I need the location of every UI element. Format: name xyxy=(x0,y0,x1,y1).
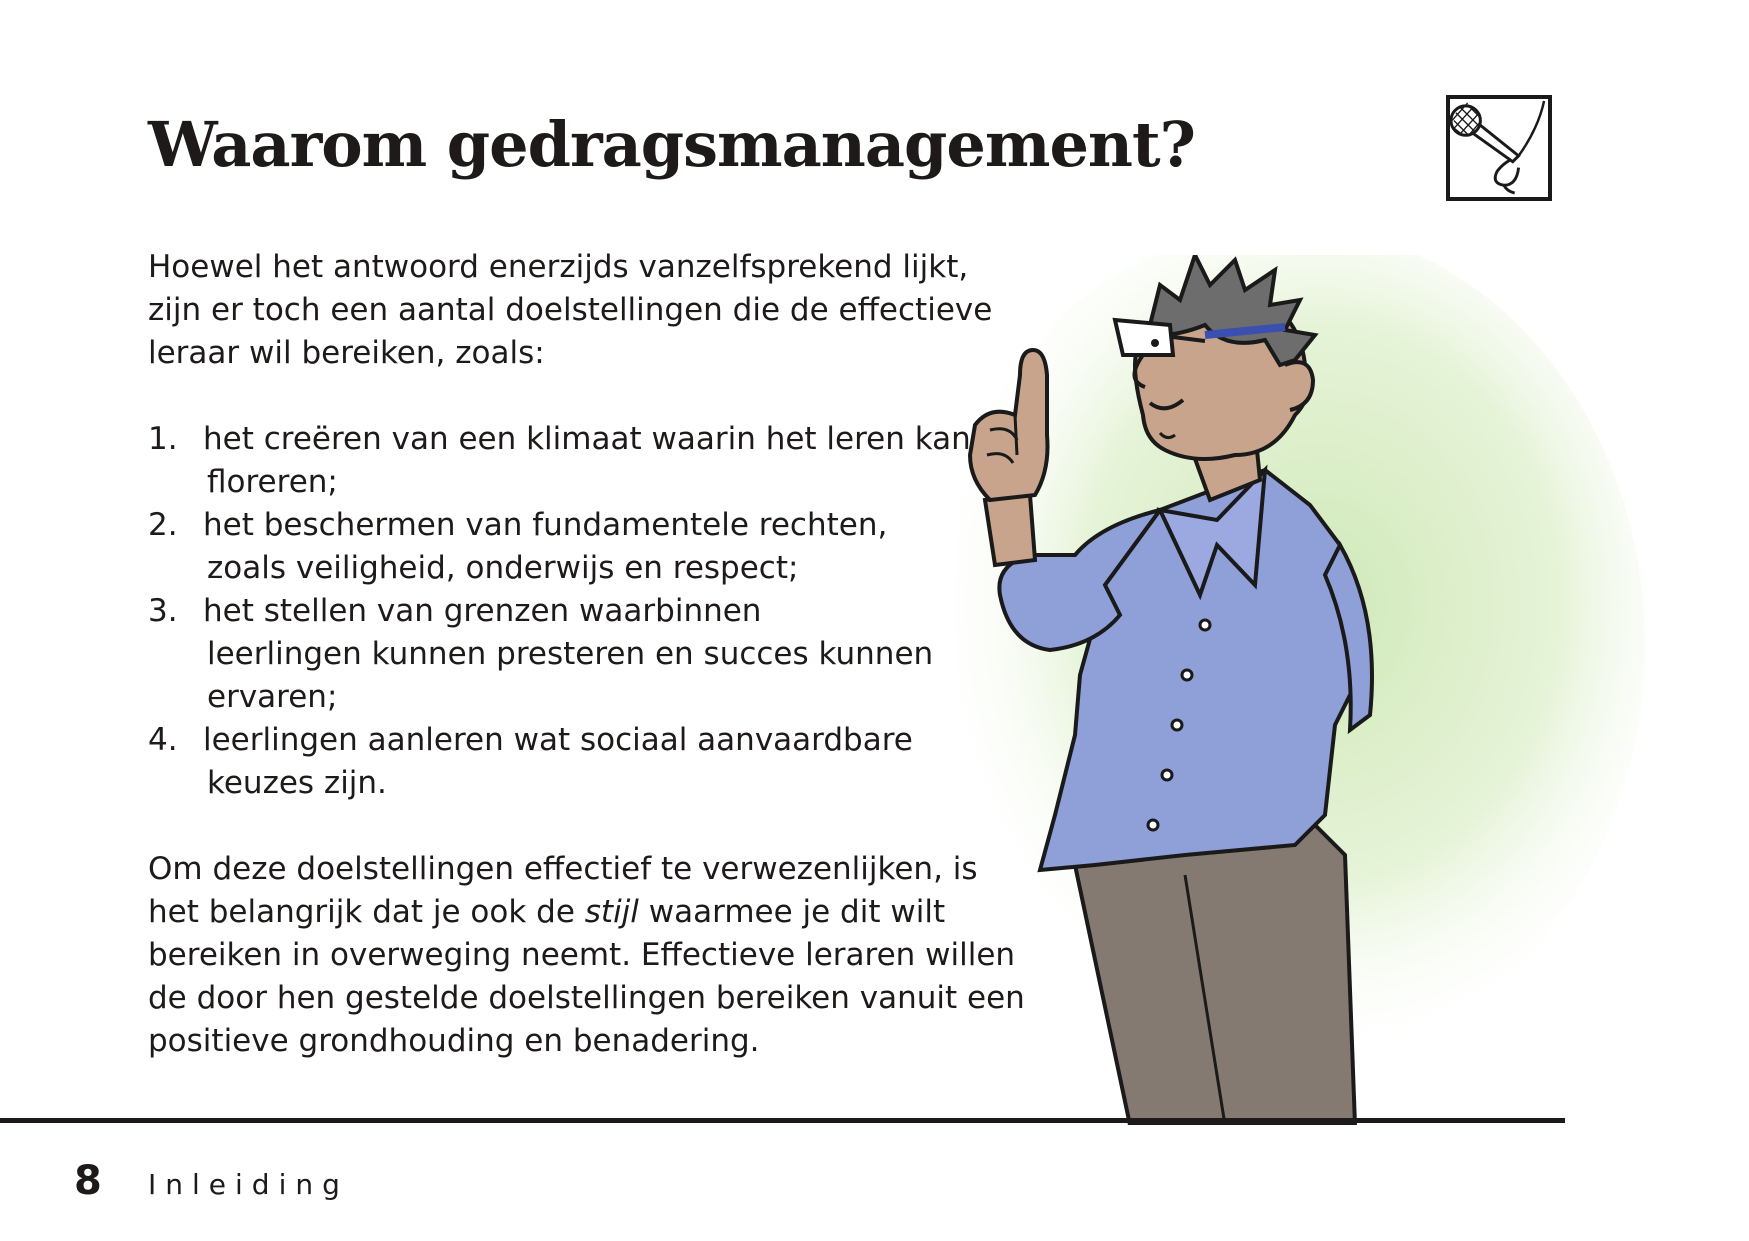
list-text: het creëren van een klimaat waarin het leren kan xyxy=(203,421,971,457)
conclusion-line: bereiken in overweging neemt. Effectieve leraren willen xyxy=(148,937,1016,973)
microphone-icon-graphic xyxy=(1450,99,1548,197)
microphone-icon xyxy=(1446,95,1552,201)
list-text-continued: keuzes zijn. xyxy=(207,765,387,801)
conclusion-line: de door hen gestelde doelstellingen bereiken vanuit een xyxy=(148,980,1025,1016)
list-item xyxy=(148,590,1078,719)
list-text: het beschermen van fundamentele rechten, xyxy=(203,507,888,543)
page-number: 8 xyxy=(74,1158,102,1204)
list-text: het stellen van grenzen waarbinnen xyxy=(203,593,762,629)
goals-list xyxy=(148,418,1078,805)
list-number: 1. xyxy=(148,421,178,457)
intro-line: leraar wil bereiken, zoals: xyxy=(148,335,545,371)
conclusion-text: waarmee je dit wilt xyxy=(638,894,946,930)
list-number: 4. xyxy=(148,722,178,758)
teacher-pointing-icon xyxy=(955,255,1655,1125)
intro-paragraph xyxy=(148,246,1078,375)
footer-rule xyxy=(0,1118,1565,1123)
teacher-illustration xyxy=(955,255,1655,1125)
intro-line: zijn er toch een aantal doelstellingen die de effectieve xyxy=(148,292,993,328)
list-item xyxy=(148,418,1078,504)
page-title: Waarom gedragsmanagement? xyxy=(148,108,1195,181)
conclusion-line: positieve grondhouding en benadering. xyxy=(148,1023,760,1059)
list-text: leerlingen aanleren wat sociaal aanvaardbare xyxy=(203,722,913,758)
list-text-continued: leerlingen kunnen presteren en succes kunnen xyxy=(207,636,934,672)
conclusion-line: Om deze doelstellingen effectief te verwezenlijken, is xyxy=(148,851,978,887)
intro-line: Hoewel het antwoord enerzijds vanzelfsprekend lijkt, xyxy=(148,249,969,285)
conclusion-paragraph xyxy=(148,848,1078,1063)
section-name: Inleiding xyxy=(148,1168,349,1201)
list-text-continued: zoals veiligheid, onderwijs en respect; xyxy=(207,550,799,586)
list-item xyxy=(148,504,1078,590)
list-text-continued: floreren; xyxy=(207,464,338,500)
list-number: 3. xyxy=(148,593,178,629)
list-text-continued: ervaren; xyxy=(207,679,338,715)
list-number: 2. xyxy=(148,507,178,543)
emphasis-stijl: stijl xyxy=(584,894,639,930)
conclusion-line xyxy=(148,891,1078,934)
body-text xyxy=(148,246,1078,1063)
conclusion-text: het belangrijk dat je ook de xyxy=(148,894,585,930)
list-item xyxy=(148,719,1078,805)
